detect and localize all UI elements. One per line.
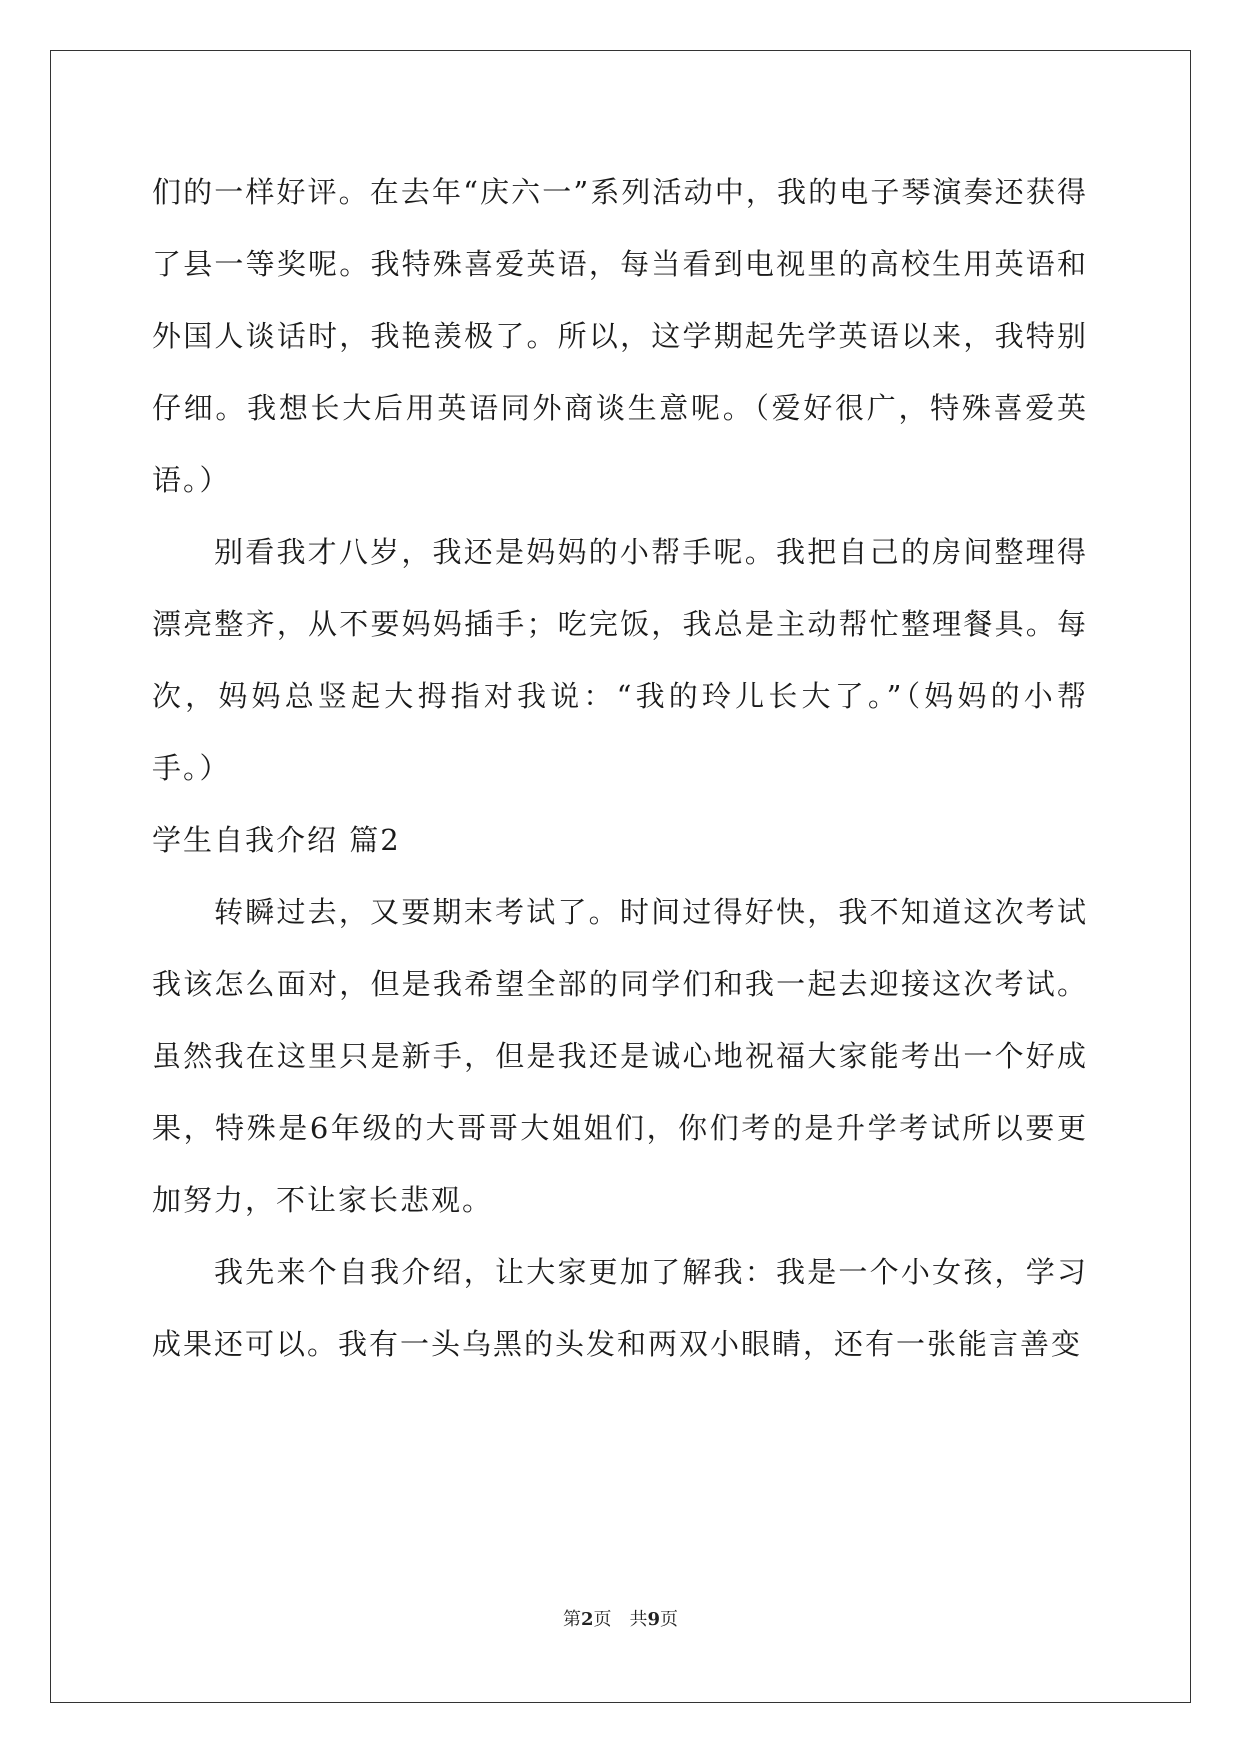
page-footer (0, 1608, 1241, 1632)
document-body (152, 156, 1088, 1380)
paragraph-self-intro: 我先来个自我介绍，让大家更加了解我：我是一个小女孩，学习成果还可以。我有一头乌黑的头发和两双小眼睛，还有一张能言善变 (152, 1255, 1088, 1361)
footer-prefix: 第 (562, 1609, 581, 1630)
footer-page-suffix: 页 (593, 1609, 612, 1630)
paragraph-little-helper: 别看我才八岁，我还是妈妈的小帮手呢。我把自己的房间整理得漂亮整齐，从不要妈妈插手；吃完饭，我总是主动帮忙整理餐具。每次，妈妈总竖起大拇指对我说：“我的玲儿长大了。”（妈妈的小帮手。） (152, 535, 1088, 785)
footer-total-suffix: 页 (660, 1609, 679, 1630)
paragraph-continuation: 们的一样好评。在去年“庆六一”系列活动中，我的电子琴演奏还获得了县一等奖呢。我特殊喜爱英语，每当看到电视里的高校生用英语和外国人谈话时，我艳羡极了。所以，这学期起先学英语以来，我特别仔细。我想长大后用英语同外商谈生意呢。（爱好很广，特殊喜爱英语。） (152, 175, 1088, 497)
total-page-number: 9 (647, 1609, 661, 1630)
current-page-number: 2 (580, 1609, 594, 1630)
section-heading: 学生自我介绍 篇2 (152, 823, 401, 857)
footer-total-prefix: 共 (629, 1609, 648, 1630)
paragraph-exam: 转瞬过去，又要期末考试了。时间过得好快，我不知道这次考试我该怎么面对，但是我希望全部的同学们和我一起去迎接这次考试。虽然我在这里只是新手，但是我还是诚心地祝福大家能考出一个好成果，特殊是6年级的大哥哥大姐姐们，你们考的是升学考试所以要更加努力，不让家长悲观。 (152, 895, 1088, 1217)
